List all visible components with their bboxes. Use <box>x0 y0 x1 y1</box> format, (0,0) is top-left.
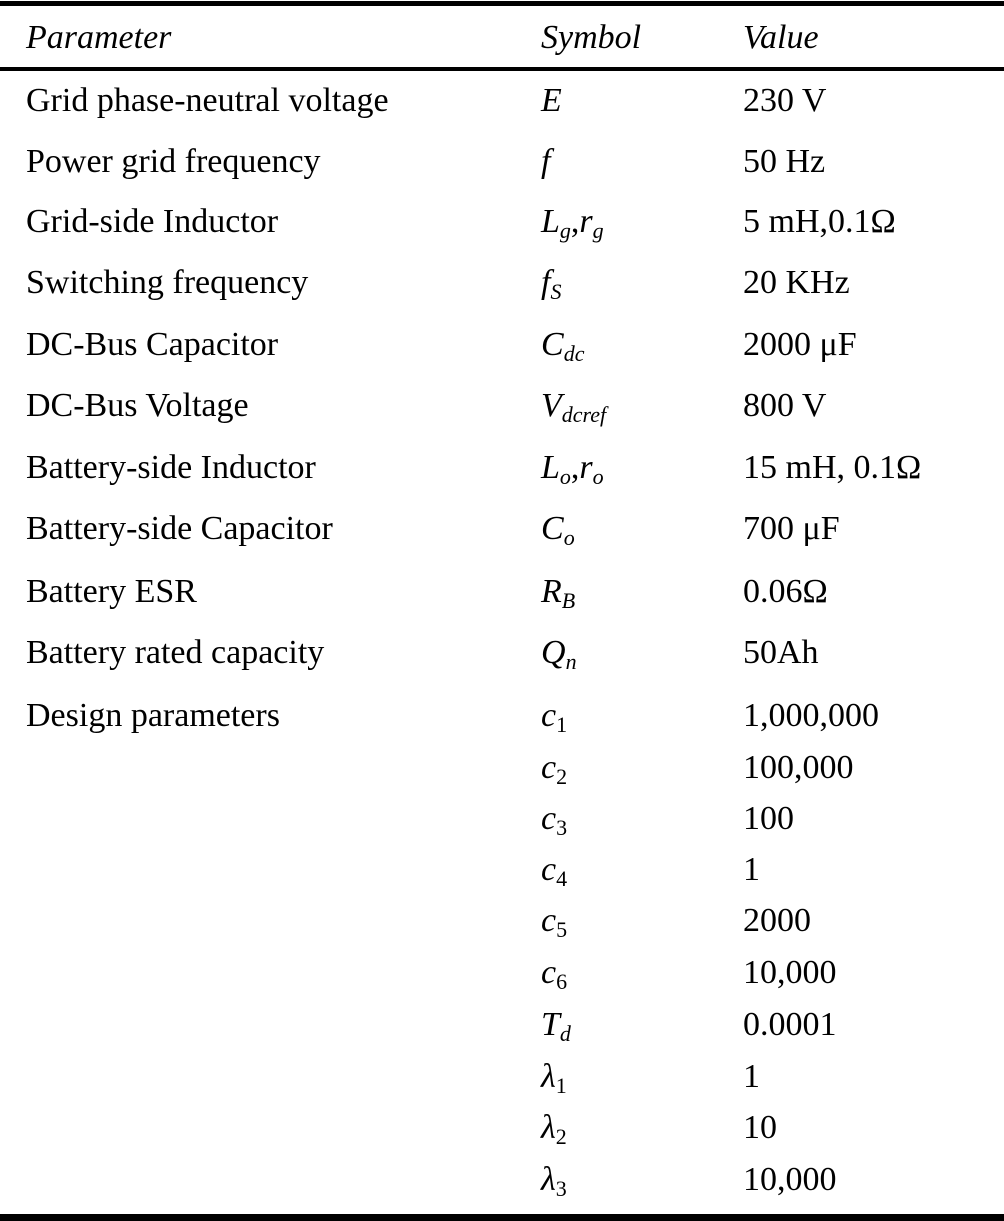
parameter-cell: Design parameters <box>26 697 280 734</box>
value-cell: 10,000 <box>743 954 837 991</box>
value-cell: 100,000 <box>743 749 854 786</box>
symbol-cell <box>541 325 584 365</box>
value-cell: 10 <box>743 1109 777 1146</box>
parameter-cell: Switching frequency <box>26 264 309 301</box>
symbol-subscript: d <box>559 1021 571 1046</box>
symbol-cell <box>541 850 567 890</box>
symbol-subscript: 5 <box>556 917 568 942</box>
symbol-base: E <box>541 82 562 119</box>
symbol-subscript: g <box>559 218 571 243</box>
value-cell: 800 V <box>743 387 827 424</box>
value-cell: 700 μF <box>743 510 840 547</box>
symbol-subscript: 2 <box>555 1124 567 1149</box>
symbol-subscript: 3 <box>555 1176 567 1201</box>
symbol-cell <box>541 1057 567 1097</box>
symbol-cell <box>541 633 577 673</box>
symbol-base: f <box>541 264 551 301</box>
table-top-rule <box>0 1 1004 6</box>
symbol-base: V <box>541 387 562 424</box>
value-cell: 230 V <box>743 82 827 119</box>
symbol-cell <box>541 696 567 736</box>
symbol-base: c <box>541 800 557 837</box>
value-cell: 2000 μF <box>743 326 857 363</box>
symbol-cell <box>541 448 604 488</box>
symbol-base: f <box>541 143 551 180</box>
parameter-cell: DC-Bus Voltage <box>26 387 249 424</box>
value-cell: 20 KHz <box>743 264 850 301</box>
parameter-cell: Power grid frequency <box>26 143 321 180</box>
symbol-cell <box>541 142 550 182</box>
symbol-subscript: S <box>550 279 562 304</box>
parameter-cell: Grid-side Inductor <box>26 203 279 240</box>
symbol-base: r <box>579 449 593 486</box>
value-cell: 100 <box>743 800 794 837</box>
symbol-subscript: dcref <box>561 402 607 427</box>
symbol-cell <box>541 386 606 426</box>
symbol-base: L <box>541 449 560 486</box>
symbol-subscript: 1 <box>555 1073 567 1098</box>
symbol-base: Q <box>541 634 566 671</box>
symbol-cell <box>541 748 567 788</box>
value-cell: 15 mH, 0.1Ω <box>743 449 922 486</box>
symbol-subscript: n <box>565 649 577 674</box>
symbol-subscript: B <box>561 588 576 613</box>
value-cell: 0.0001 <box>743 1006 837 1043</box>
symbol-cell <box>541 81 562 121</box>
table-bottom-rule <box>0 1214 1004 1221</box>
symbol-base: L <box>541 203 560 240</box>
symbol-cell <box>541 509 575 549</box>
value-cell: 1,000,000 <box>743 697 879 734</box>
symbol-base: λ <box>541 1161 556 1198</box>
symbol-cell <box>541 953 567 993</box>
symbol-subscript: o <box>559 464 571 489</box>
symbol-subscript: dc <box>563 341 585 366</box>
symbol-separator: , <box>570 449 580 486</box>
value-cell: 10,000 <box>743 1161 837 1198</box>
value-cell: 50Ah <box>743 634 819 671</box>
symbol-base: c <box>541 697 557 734</box>
symbol-cell <box>541 1108 567 1148</box>
value-cell: 2000 <box>743 902 811 939</box>
symbol-cell <box>541 263 561 303</box>
header-parameter: Parameter <box>26 19 172 56</box>
symbol-cell <box>541 202 604 242</box>
parameter-cell: Battery rated capacity <box>26 634 325 671</box>
value-cell: 1 <box>743 1058 760 1095</box>
value-cell: 1 <box>743 851 760 888</box>
symbol-cell <box>541 799 567 839</box>
symbol-base: C <box>541 510 564 547</box>
header-rule <box>0 67 1004 71</box>
value-cell: 5 mH,0.1Ω <box>743 203 896 240</box>
parameter-cell: Battery ESR <box>26 573 197 610</box>
symbol-base: λ <box>541 1058 556 1095</box>
symbol-cell <box>541 1005 571 1045</box>
symbol-base: c <box>541 749 557 786</box>
symbol-base: r <box>579 203 593 240</box>
symbol-subscript: o <box>592 464 604 489</box>
symbol-base: T <box>541 1006 560 1043</box>
symbol-base: λ <box>541 1109 556 1146</box>
symbol-base: C <box>541 326 564 363</box>
symbol-subscript: 2 <box>556 764 568 789</box>
symbol-subscript: 6 <box>556 969 568 994</box>
parameter-cell: Grid phase-neutral voltage <box>26 82 389 119</box>
symbol-cell <box>541 1160 567 1200</box>
symbol-cell <box>541 901 567 941</box>
symbol-subscript: 1 <box>556 712 568 737</box>
header-value: Value <box>743 19 819 56</box>
symbol-base: c <box>541 954 557 991</box>
symbol-cell <box>541 572 575 612</box>
parameter-cell: DC-Bus Capacitor <box>26 326 279 363</box>
symbol-separator: , <box>570 203 580 240</box>
symbol-subscript: 3 <box>556 815 568 840</box>
value-cell: 50 Hz <box>743 143 826 180</box>
parameter-cell: Battery-side Inductor <box>26 449 316 486</box>
symbol-subscript: 4 <box>556 866 568 891</box>
symbol-base: c <box>541 902 557 939</box>
symbol-subscript: g <box>592 218 604 243</box>
header-symbol: Symbol <box>541 19 642 56</box>
symbol-subscript: o <box>563 525 575 550</box>
value-cell: 0.06Ω <box>743 573 828 610</box>
symbol-base: R <box>541 573 562 610</box>
parameter-cell: Battery-side Capacitor <box>26 510 333 547</box>
symbol-base: c <box>541 851 557 888</box>
